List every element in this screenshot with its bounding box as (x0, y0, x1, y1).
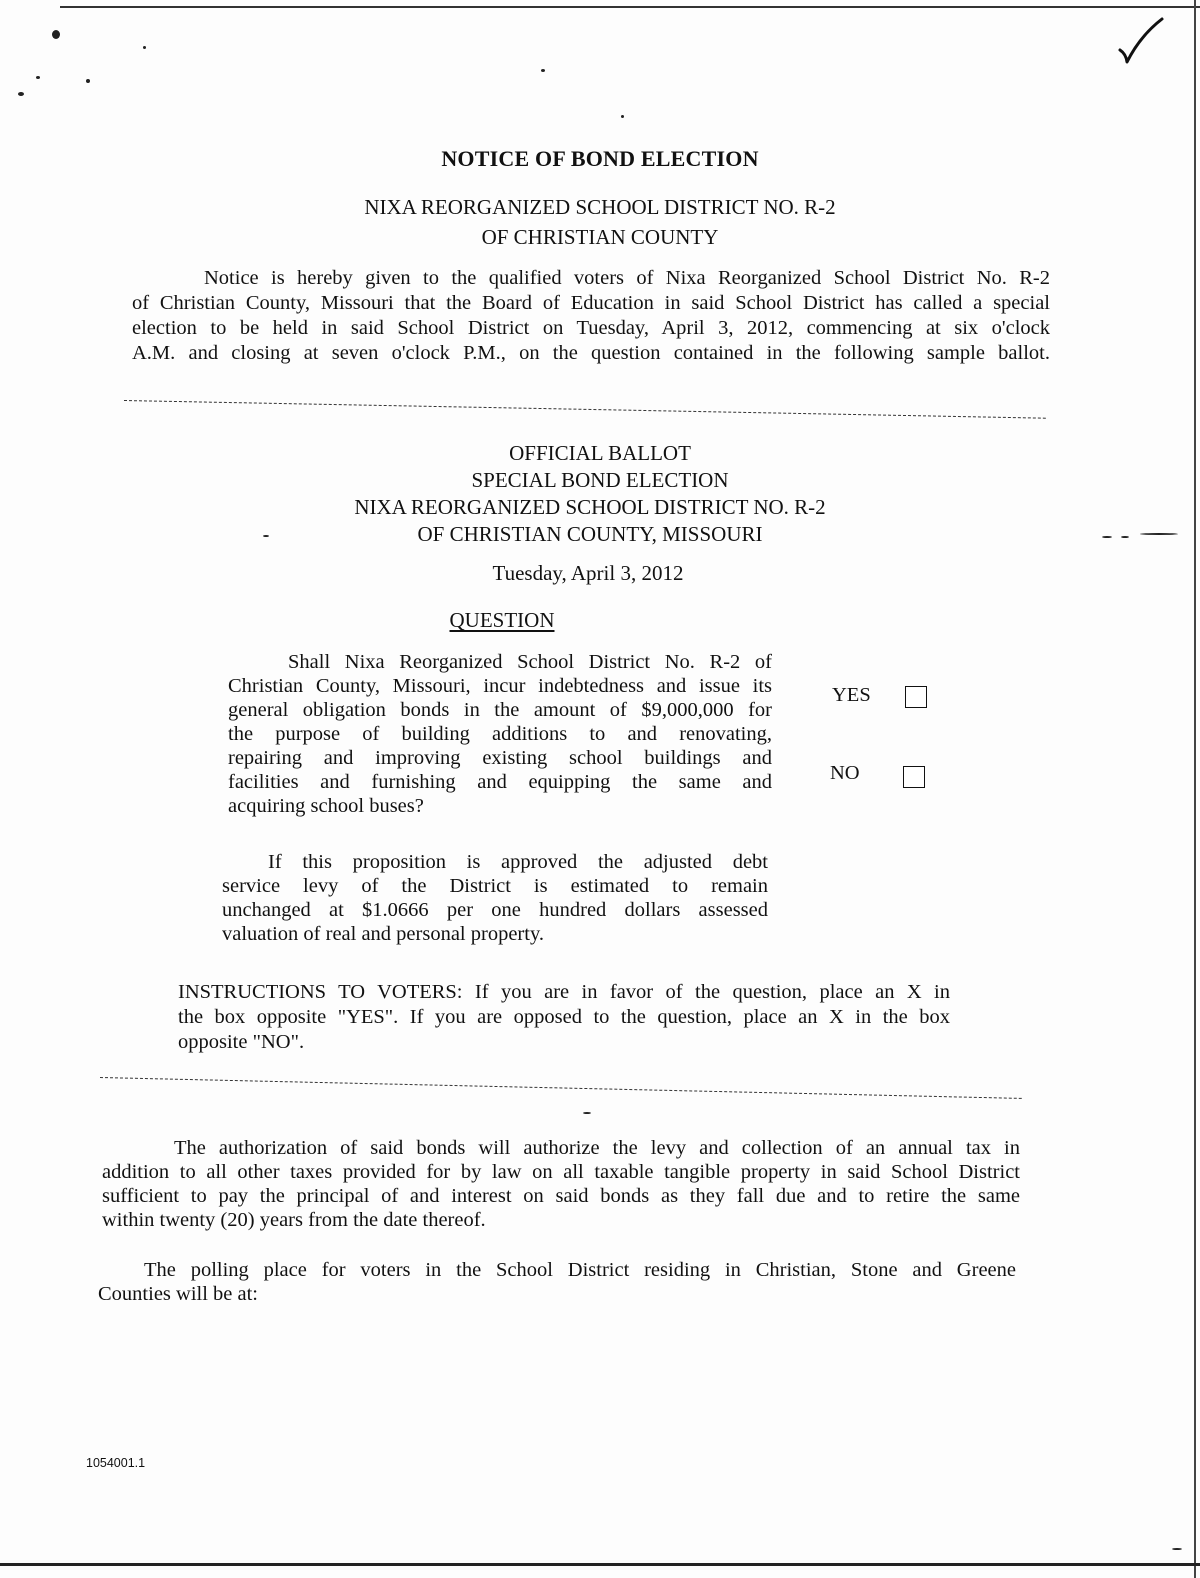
scan-edge-top (60, 6, 1200, 8)
polling-paragraph (98, 1258, 1016, 1306)
question-heading (0, 608, 1102, 633)
district-county: OF CHRISTIAN COUNTY (481, 225, 719, 249)
ballot-divider-top (124, 400, 1046, 419)
ballot-county: OF CHRISTIAN COUNTY, MISSOURI (417, 522, 763, 546)
ballot-district: NIXA REORGANIZED SCHOOL DISTRICT NO. R-2 (354, 495, 826, 519)
scan-speck (621, 115, 624, 118)
text-line: The authorization of said bonds will authorize the levy and collection of an annual tax in (174, 1137, 1020, 1159)
scan-speck (52, 30, 60, 39)
text-line: Notice is hereby given to the qualified voters of Nixa Reorganized School District No. R-2 (204, 267, 1050, 289)
scan-speck (541, 69, 545, 72)
scan-speck (86, 79, 90, 83)
authorization-paragraph (102, 1136, 1020, 1232)
text-line: acquiring school buses? (228, 795, 424, 817)
text-line: valuation of real and personal property. (222, 923, 544, 945)
scan-edge-bottom (0, 1563, 1200, 1566)
levy-text (222, 850, 768, 946)
text-line: the purpose of building additions to and renovating, (228, 723, 772, 745)
scan-speck (18, 92, 24, 96)
text-line: opposite "NO". (178, 1031, 305, 1053)
scan-speck (583, 1112, 591, 1114)
ballot-title: OFFICIAL BALLOT (509, 441, 691, 465)
text-line: addition to all other taxes provided for by law on all taxable tangible property in said School District (102, 1161, 1020, 1183)
ballot-date: Tuesday, April 3, 2012 (492, 561, 684, 585)
checkmark-icon (1118, 16, 1164, 66)
district-name: NIXA REORGANIZED SCHOOL DISTRICT NO. R-2 (364, 195, 836, 219)
scan-speck (36, 76, 40, 79)
text-line: Counties will be at: (98, 1283, 258, 1305)
text-line: If this proposition is approved the adjusted debt (268, 851, 768, 873)
document-id: 1054001.1 (86, 1456, 146, 1470)
text-line: The polling place for voters in the School District residing in Christian, Stone and Greene (144, 1259, 1016, 1281)
yes-checkbox[interactable] (905, 686, 927, 708)
yes-label: YES (832, 684, 871, 706)
no-checkbox[interactable] (903, 766, 925, 788)
question-heading-text: QUESTION (449, 608, 555, 632)
text-line: repairing and improving existing school buildings and (228, 747, 772, 769)
text-line: facilities and furnishing and equipping the same and (228, 771, 772, 793)
text-line: unchanged at $1.0666 per one hundred dollars assessed (222, 899, 768, 921)
ballot-divider-bottom (100, 1077, 1022, 1099)
notice-paragraph (132, 266, 1050, 366)
notice-title: NOTICE OF BOND ELECTION (441, 146, 759, 171)
text-line: service levy of the District is estimated to remain (222, 875, 768, 897)
text-line: election to be held in said School District on Tuesday, April 3, 2012, commencing at six o'clock (132, 317, 1050, 339)
text-line: of Christian County, Missouri that the Board of Education in said School District has called a special (132, 292, 1050, 314)
text-line: Shall Nixa Reorganized School District No. R-2 of (288, 651, 772, 673)
text-line: sufficient to pay the principal of and interest on said bonds as they fall due and to retire the same (102, 1185, 1020, 1207)
text-line: INSTRUCTIONS TO VOTERS: If you are in favor of the question, place an X in (178, 981, 950, 1003)
text-line: general obligation bonds in the amount of $9,000,000 for (228, 699, 772, 721)
voter-instructions (178, 980, 950, 1055)
scan-speck (1172, 1548, 1182, 1550)
no-label: NO (830, 762, 860, 784)
text-line: A.M. and closing at seven o'clock P.M., on the question contained in the following sample ballot. (132, 342, 1050, 364)
scan-speck (143, 46, 146, 49)
question-text (228, 650, 772, 818)
ballot-subtitle: SPECIAL BOND ELECTION (471, 468, 729, 492)
text-line: within twenty (20) years from the date thereof. (102, 1209, 486, 1231)
text-line: Christian County, Missouri, incur indebtedness and issue its (228, 675, 772, 697)
text-line: the box opposite "YES". If you are opposed to the question, place an X in the box (178, 1006, 950, 1028)
